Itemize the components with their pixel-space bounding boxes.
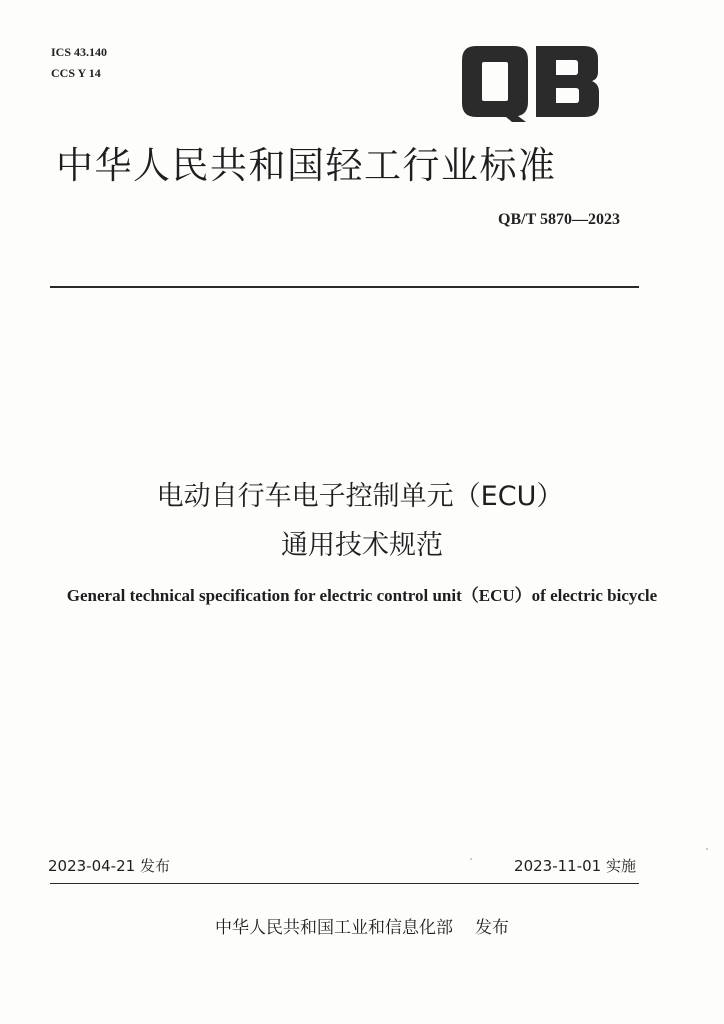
publisher-line [0,916,724,940]
top-divider [50,286,639,288]
qb-logo-mark [462,44,602,124]
scan-speck [706,848,708,850]
ics-code: ICS 43.140 [51,45,108,59]
standard-category-title: 中华人民共和国轻工行业标准 [56,144,557,187]
scan-speck [470,858,472,860]
bottom-divider [50,883,639,884]
classification-codes [51,42,107,84]
title-chinese-line-2: 通用技术规范 [281,530,443,561]
publisher-action: 发布 [475,918,509,938]
standard-number: QB/T 5870—2023 [498,211,620,228]
title-english: General technical specification for electric control unit（ECU）of electric bicycle [66,586,658,605]
publisher-org: 中华人民共和国工业和信息化部 [215,918,453,938]
qb-logo [462,44,602,124]
title-chinese-line-1: 电动自行车电子控制单元（ECU） [156,481,564,512]
issue-date: 2023-04-21 发布 [48,857,170,875]
ccs-code: CCS Y 14 [51,66,101,80]
implementation-date: 2023-11-01 实施 [514,857,636,875]
